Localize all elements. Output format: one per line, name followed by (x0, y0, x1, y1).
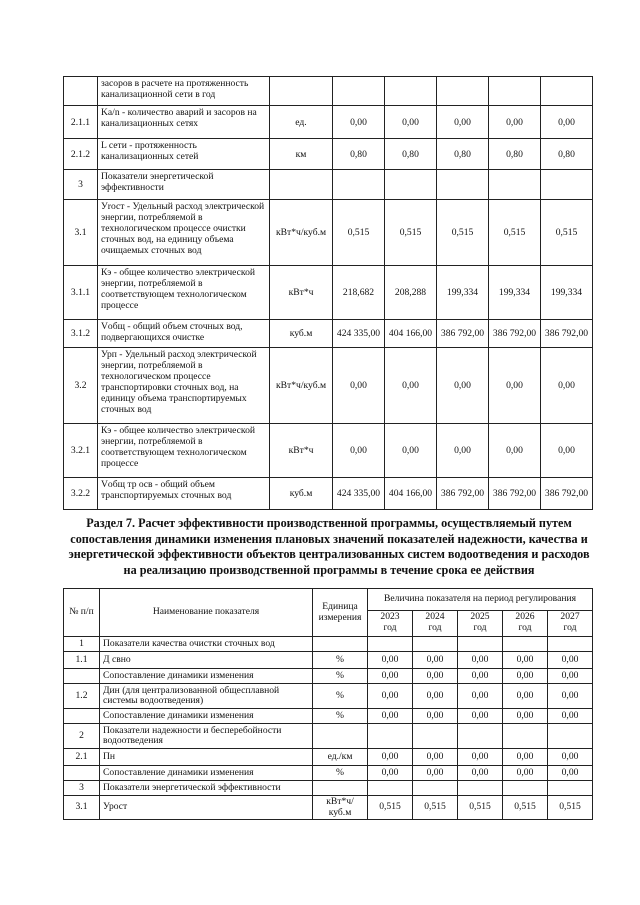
indicator-name: Д свно (100, 652, 313, 669)
indicator-name: Урп - Удельный расход электрической энергии, потребляемой в технологическом процессе транспортировки сточных вод, на единицу объема транспортируемых сточных вод (98, 348, 270, 424)
section-7-heading: Раздел 7. Расчет эффективности производственной программы, осуществляемый путем сопоставления динамики изменения плановых значений показателей надежности, качества и энергетической эффективности объектов централизованных систем водоотведения и расходов на реализацию производственной программы в течение срока ее действия (68, 516, 590, 577)
efficiency-table (63, 588, 593, 820)
row-number: 3.2 (64, 348, 98, 424)
row-number (64, 766, 100, 781)
unit-cell (313, 637, 368, 652)
unit-cell: км (270, 139, 333, 170)
table-row (64, 139, 593, 170)
value-2025: 0,515 (437, 200, 489, 266)
value-2024: 0,515 (413, 796, 458, 820)
header-number: № п/п (64, 589, 100, 637)
row-number: 1.2 (64, 684, 100, 709)
indicator-name: L сети - протяженность канализационных сетей (98, 139, 270, 170)
value-2026 (489, 170, 541, 200)
value-2023: 0,00 (368, 669, 413, 684)
table-row (64, 724, 593, 749)
value-2024: 0,00 (385, 348, 437, 424)
value-2026: 199,334 (489, 266, 541, 320)
unit-cell (313, 724, 368, 749)
value-2025: 0,00 (458, 669, 503, 684)
value-2027: 0,00 (548, 652, 593, 669)
row-number: 3.2.1 (64, 424, 98, 478)
value-2023: 0,00 (368, 709, 413, 724)
indicator-name: Кэ - общее количество электрической энергии, потребляемой в соответствующем технологическом процессе (98, 266, 270, 320)
value-2027: 0,00 (541, 106, 593, 139)
value-2027: 386 792,00 (541, 478, 593, 510)
value-2026: 0,00 (503, 652, 548, 669)
table-row (64, 709, 593, 724)
value-2024: 0,80 (385, 139, 437, 170)
table-row (64, 320, 593, 348)
value-2025 (458, 637, 503, 652)
value-2025 (458, 781, 503, 796)
unit-cell: кВт*ч/куб.м (270, 348, 333, 424)
row-number: 3 (64, 781, 100, 796)
value-2025: 0,00 (458, 749, 503, 766)
value-2023: 0,00 (333, 106, 385, 139)
indicator-name: Уrост - Удельный расход электрической энергии, потребляемой в технологическом процессе очистки сточных вод, на единицу объема очищаемых сточных вод (98, 200, 270, 266)
value-2023: 0,00 (368, 749, 413, 766)
value-2024: 0,00 (413, 669, 458, 684)
row-number: 2.1.2 (64, 139, 98, 170)
value-2025: 386 792,00 (437, 320, 489, 348)
row-number: 2.1.1 (64, 106, 98, 139)
header-year-2027: 2027 год (548, 611, 593, 637)
value-2026: 0,00 (503, 766, 548, 781)
value-2024: 0,00 (413, 749, 458, 766)
value-2024 (385, 170, 437, 200)
table-row (64, 266, 593, 320)
value-2023 (333, 170, 385, 200)
value-2027: 0,80 (541, 139, 593, 170)
value-2026: 0,00 (503, 709, 548, 724)
table-row (64, 781, 593, 796)
header-year-2023: 2023 год (368, 611, 413, 637)
value-2027: 199,334 (541, 266, 593, 320)
value-2025 (458, 724, 503, 749)
indicator-name: Vобщ тр оcв - общий объем транспортируемых сточных вод (98, 478, 270, 510)
value-2024: 404 166,00 (385, 320, 437, 348)
header-row (64, 589, 593, 611)
value-2025: 0,00 (458, 766, 503, 781)
value-2026: 0,515 (503, 796, 548, 820)
value-2024: 0,00 (385, 424, 437, 478)
value-2023 (368, 781, 413, 796)
table-row (64, 652, 593, 669)
indicator-name: засоров в расчете на протяженность канализационной сети в год (98, 77, 270, 106)
value-2025: 0,80 (437, 139, 489, 170)
indicator-name: Показатели энергетической эффективности (98, 170, 270, 200)
unit-cell: кВт*ч (270, 266, 333, 320)
table-row (64, 200, 593, 266)
value-2023: 0,515 (368, 796, 413, 820)
indicator-name: Показатели надежности и бесперебойности водоотведения (100, 724, 313, 749)
row-number (64, 77, 98, 106)
indicator-name: Показатели качества очистки сточных вод (100, 637, 313, 652)
unit-cell: куб.м (270, 320, 333, 348)
value-2027: 0,00 (548, 749, 593, 766)
table-row (64, 749, 593, 766)
value-2025: 0,00 (437, 424, 489, 478)
value-2025: 0,00 (458, 652, 503, 669)
value-2027: 0,00 (541, 348, 593, 424)
indicator-name: Сопоставление динамики изменения (100, 669, 313, 684)
row-number: 1 (64, 637, 100, 652)
value-2027 (541, 170, 593, 200)
unit-cell: куб.м (270, 478, 333, 510)
value-2023 (368, 724, 413, 749)
value-2024: 0,00 (413, 684, 458, 709)
row-number: 1.1 (64, 652, 100, 669)
unit-cell: % (313, 684, 368, 709)
unit-cell: кВт*ч/куб.м (313, 796, 368, 820)
indicator-name: Vобщ - общий объем сточных вод, подвергающихся очистке (98, 320, 270, 348)
table-row (64, 637, 593, 652)
unit-cell: кВт*ч (270, 424, 333, 478)
value-2026 (503, 637, 548, 652)
value-2026 (503, 781, 548, 796)
header-indicator-name: Наименование показателя (100, 589, 313, 637)
value-2023: 424 335,00 (333, 320, 385, 348)
indicators-table-continued (63, 76, 593, 510)
value-2023: 0,00 (368, 766, 413, 781)
value-2027 (548, 781, 593, 796)
table-row (64, 478, 593, 510)
header-year-2024: 2024 год (413, 611, 458, 637)
row-number: 2.1 (64, 749, 100, 766)
table-row (64, 77, 593, 106)
value-2026 (503, 724, 548, 749)
unit-cell (313, 781, 368, 796)
value-2025: 386 792,00 (437, 478, 489, 510)
value-2023: 0,00 (368, 652, 413, 669)
header-unit: Единица измерения (313, 589, 368, 637)
value-2026: 0,00 (503, 749, 548, 766)
table-row (64, 669, 593, 684)
row-number: 3.1.2 (64, 320, 98, 348)
row-number: 3.1 (64, 200, 98, 266)
value-2026: 0,80 (489, 139, 541, 170)
indicator-name: Показатели энергетической эффективности (100, 781, 313, 796)
value-2023: 0,00 (368, 684, 413, 709)
header-period: Величина показателя на период регулирования (368, 589, 593, 611)
value-2027: 0,00 (548, 684, 593, 709)
value-2026: 386 792,00 (489, 320, 541, 348)
indicator-name: Урост (100, 796, 313, 820)
row-number: 3.1.1 (64, 266, 98, 320)
value-2023 (333, 77, 385, 106)
table-row (64, 348, 593, 424)
value-2024 (413, 781, 458, 796)
value-2024: 0,00 (413, 652, 458, 669)
unit-cell: ед. (270, 106, 333, 139)
indicator-name: Пн (100, 749, 313, 766)
table-row (64, 796, 593, 820)
value-2025: 0,00 (458, 709, 503, 724)
value-2025: 0,00 (437, 106, 489, 139)
unit-cell: % (313, 766, 368, 781)
unit-cell (270, 170, 333, 200)
unit-cell: % (313, 709, 368, 724)
value-2024: 0,00 (413, 709, 458, 724)
table-row (64, 684, 593, 709)
row-number: 3.2.2 (64, 478, 98, 510)
value-2025: 199,334 (437, 266, 489, 320)
value-2026: 0,515 (489, 200, 541, 266)
value-2026: 0,00 (503, 669, 548, 684)
value-2024: 404 166,00 (385, 478, 437, 510)
value-2026: 0,00 (489, 424, 541, 478)
indicator-name: Сопоставление динамики изменения (100, 766, 313, 781)
table-row (64, 424, 593, 478)
indicator-name: Дин (для централизованной общесплавной системы водоотведения) (100, 684, 313, 709)
value-2024: 0,00 (385, 106, 437, 139)
value-2026: 0,00 (489, 348, 541, 424)
table-row (64, 106, 593, 139)
row-number: 2 (64, 724, 100, 749)
value-2023: 0,00 (333, 424, 385, 478)
table-row (64, 766, 593, 781)
indicator-name: Кэ - общее количество электрической энергии, потребляемой в соответствующем технологическом процессе (98, 424, 270, 478)
value-2023 (368, 637, 413, 652)
value-2027 (548, 724, 593, 749)
row-number: 3.1 (64, 796, 100, 820)
value-2026: 0,00 (503, 684, 548, 709)
value-2027: 0,00 (548, 766, 593, 781)
value-2025 (437, 77, 489, 106)
value-2027 (548, 637, 593, 652)
indicator-name: Ka/n - количество аварий и засоров на канализационных сетях (98, 106, 270, 139)
value-2027 (541, 77, 593, 106)
value-2023: 218,682 (333, 266, 385, 320)
value-2025: 0,00 (437, 348, 489, 424)
value-2024 (413, 724, 458, 749)
row-number (64, 669, 100, 684)
value-2026: 386 792,00 (489, 478, 541, 510)
value-2023: 0,00 (333, 348, 385, 424)
value-2026 (489, 77, 541, 106)
value-2025: 0,00 (458, 684, 503, 709)
value-2027: 0,00 (548, 669, 593, 684)
row-number (64, 709, 100, 724)
value-2024: 0,515 (385, 200, 437, 266)
unit-cell: % (313, 652, 368, 669)
value-2027: 0,515 (541, 200, 593, 266)
header-year-2026: 2026 год (503, 611, 548, 637)
value-2024 (413, 637, 458, 652)
unit-cell (270, 77, 333, 106)
value-2023: 0,80 (333, 139, 385, 170)
value-2024: 208,288 (385, 266, 437, 320)
value-2025 (437, 170, 489, 200)
value-2023: 0,515 (333, 200, 385, 266)
value-2023: 424 335,00 (333, 478, 385, 510)
header-year-2025: 2025 год (458, 611, 503, 637)
value-2024: 0,00 (413, 766, 458, 781)
value-2027: 0,00 (541, 424, 593, 478)
value-2027: 0,00 (548, 709, 593, 724)
table-row (64, 170, 593, 200)
value-2025: 0,515 (458, 796, 503, 820)
value-2027: 386 792,00 (541, 320, 593, 348)
value-2027: 0,515 (548, 796, 593, 820)
unit-cell: % (313, 669, 368, 684)
unit-cell: кВт*ч/куб.м (270, 200, 333, 266)
unit-cell: ед./км (313, 749, 368, 766)
value-2024 (385, 77, 437, 106)
value-2026: 0,00 (489, 106, 541, 139)
indicator-name: Сопоставление динамики изменения (100, 709, 313, 724)
row-number: 3 (64, 170, 98, 200)
